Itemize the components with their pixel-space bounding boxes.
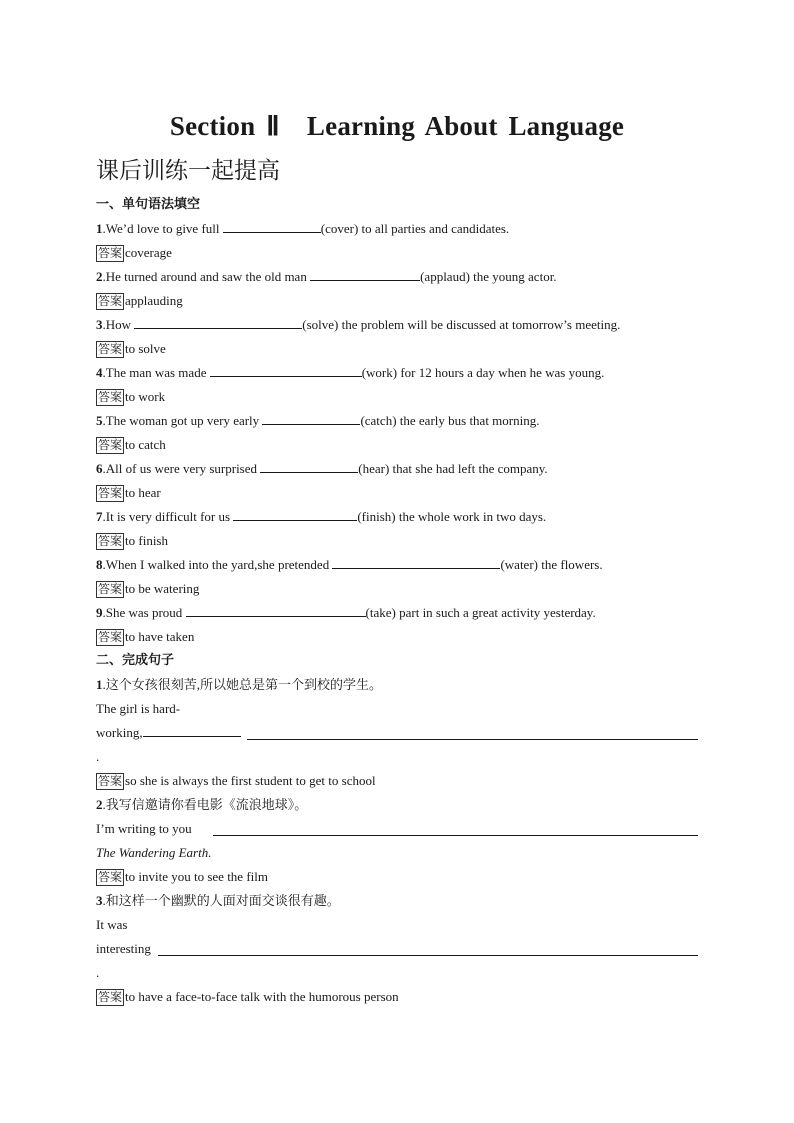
- answer-8: 答案 to be watering: [98, 581, 200, 596]
- answer-blank: [143, 724, 241, 737]
- sentence-prompt-3: 3.和这样一个幽默的人面对面交谈很有趣。: [96, 893, 340, 908]
- question-9: 9.She was proud (take) part in such a great activity yesterday.: [96, 605, 596, 620]
- answer-label: 答案: [98, 294, 123, 308]
- question-2: 2.He turned around and saw the old man (applaud) the young actor.: [96, 269, 557, 284]
- answer-9: 答案 to have taken: [98, 629, 195, 644]
- sentence-prompt-2: 2.我写信邀请你看电影《流浪地球》。: [96, 797, 308, 812]
- section-heading-1: 一、单句语法填空: [96, 197, 201, 212]
- answer-blank: [186, 604, 366, 617]
- sentence-start-1: The girl is hard-: [96, 701, 181, 716]
- question-3: 3.How (solve) the problem will be discussed at tomorrow’s meeting.: [96, 317, 621, 332]
- answer-blank: [262, 412, 360, 425]
- answer-blank: [260, 460, 358, 473]
- page-title: Section Ⅱ Learning About Language: [169, 111, 625, 141]
- sentence-line-1: working,: [96, 724, 241, 742]
- answer-1: 答案 coverage: [98, 245, 172, 260]
- answer-blank: [310, 268, 420, 281]
- answer-label: 答案: [98, 390, 123, 404]
- answer-line: [247, 738, 698, 740]
- answer-label: 答案: [98, 534, 123, 548]
- page-subtitle: 课后训练一起提高: [96, 158, 280, 184]
- answer-line: [158, 954, 698, 956]
- answer-label: 答案: [98, 774, 123, 788]
- answer-blank: [134, 316, 302, 329]
- answer-label: 答案: [98, 582, 123, 596]
- answer-blank: [210, 364, 362, 377]
- question-6: 6.All of us were very surprised (hear) that she had left the company.: [96, 461, 548, 476]
- answer-blank: [233, 508, 357, 521]
- question-5: 5.The woman got up very early (catch) the early bus that morning.: [96, 413, 540, 428]
- answer-7: 答案 to finish: [98, 533, 168, 548]
- answer-2: 答案 applauding: [98, 293, 183, 308]
- sentence-end-1: .: [96, 749, 100, 764]
- answer-p2-2: 答案 to invite you to see the film: [98, 869, 268, 884]
- section-heading-2: 二、完成句子: [96, 653, 175, 668]
- question-7: 7.It is very difficult for us (finish) the whole work in two days.: [96, 509, 547, 524]
- answer-p2-1: 答案 so she is always the first student to get to school: [98, 773, 376, 788]
- sentence-end-2: The Wandering Earth.: [96, 845, 212, 860]
- sentence-start-2: I’m writing to you: [96, 821, 192, 836]
- answer-blank: [223, 220, 321, 233]
- answer-line: [213, 834, 698, 836]
- answer-6: 答案 to hear: [98, 485, 161, 500]
- answer-label: 答案: [98, 342, 123, 356]
- answer-label: 答案: [98, 630, 123, 644]
- answer-5: 答案 to catch: [98, 437, 166, 452]
- sentence-start-3: It was: [96, 917, 128, 932]
- answer-3: 答案 to solve: [98, 341, 166, 356]
- answer-label: 答案: [98, 990, 123, 1004]
- sentence-prompt-1: 1.这个女孩很刻苦,所以她总是第一个到校的学生。: [96, 677, 383, 692]
- answer-label: 答案: [98, 486, 123, 500]
- answer-label: 答案: [98, 438, 123, 452]
- sentence-end-3: .: [96, 965, 100, 980]
- question-8: 8.When I walked into the yard,she pretended (water) the flowers.: [96, 557, 603, 572]
- question-4: 4.The man was made (work) for 12 hours a day when he was young.: [96, 365, 605, 380]
- answer-label: 答案: [98, 246, 123, 260]
- sentence-line-3: interesting: [96, 941, 151, 956]
- question-1: 1.We’d love to give full (cover) to all parties and candidates.: [96, 221, 510, 236]
- answer-4: 答案 to work: [98, 389, 166, 404]
- answer-label: 答案: [98, 870, 123, 884]
- answer-p2-3: 答案 to have a face-to-face talk with the humorous person: [98, 989, 399, 1004]
- answer-blank: [332, 556, 500, 569]
